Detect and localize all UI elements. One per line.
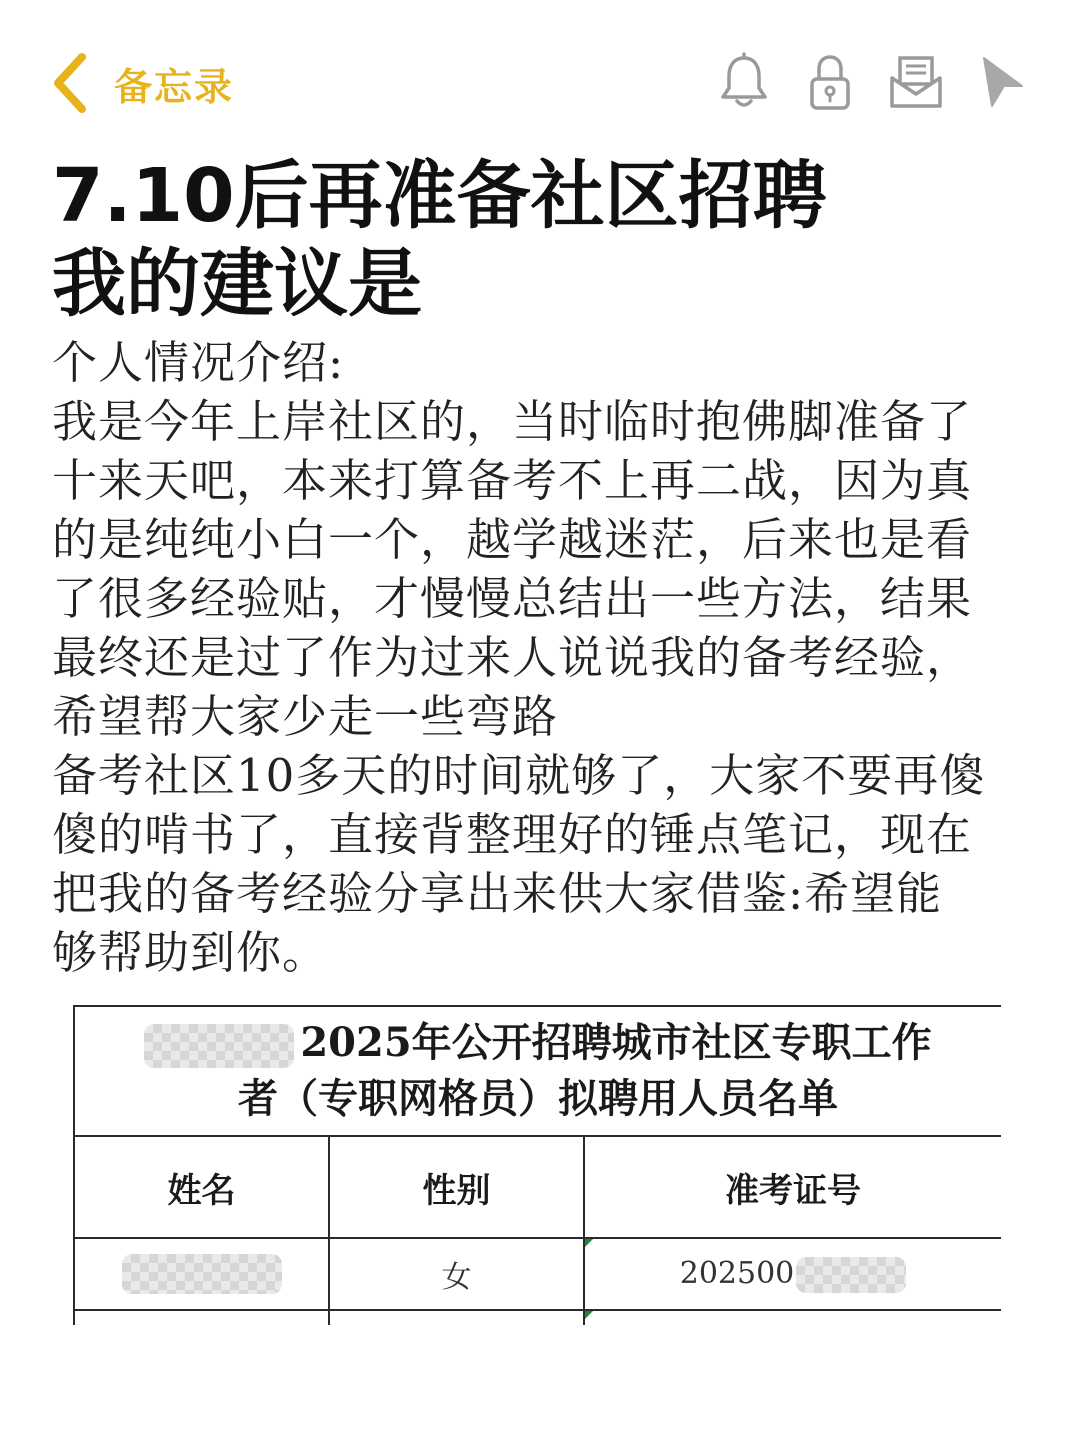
bell-icon — [716, 52, 772, 112]
lock-icon — [802, 52, 858, 112]
back-button[interactable] — [48, 48, 234, 118]
document-caption — [74, 1006, 1001, 1136]
cell-empty — [584, 1310, 1001, 1325]
caption-text-1: 2025年公开招聘城市社区专职工作 — [300, 1019, 932, 1066]
send-arrow-icon — [974, 52, 1030, 112]
body-line: 个人情况介绍: — [52, 336, 345, 389]
lock-button[interactable] — [802, 52, 858, 112]
reminder-button[interactable] — [716, 52, 772, 112]
body-line: 备考社区10多天的时间就够了，大家不要再傻 — [52, 749, 986, 802]
top-nav-bar — [0, 0, 1080, 150]
redacted-exam-id — [796, 1257, 906, 1293]
column-header-name: 姓名 — [74, 1136, 329, 1238]
cell-empty — [74, 1310, 329, 1325]
cell-comment-marker — [585, 1239, 593, 1247]
body-line: 希望帮大家少走一些弯路 — [52, 690, 559, 743]
body-line: 十来天吧，本来打算备考不上再二战，因为真 — [52, 454, 973, 507]
back-label: 备忘录 — [114, 64, 235, 109]
body-line: 我是今年上岸社区的，当时临时抱佛脚准备了 — [52, 395, 973, 448]
body-line: 的是纯纯小白一个，越学越迷茫，后来也是看 — [52, 513, 973, 566]
body-line: 了很多经验贴，才慢慢总结出一些方法，结果 — [52, 572, 973, 625]
redacted-name — [122, 1254, 282, 1294]
body-line: 够帮助到你。 — [52, 926, 329, 979]
body-line: 最终还是过了作为过来人说说我的备考经验， — [52, 631, 973, 684]
table-row — [74, 1238, 1001, 1310]
hiring-list-table — [73, 1005, 1001, 1325]
cell-gender: 女 — [329, 1238, 584, 1310]
caption-line-2: 者（专职网格员）拟聘用人员名单 — [238, 1075, 838, 1122]
toolbar-icons — [686, 52, 1030, 112]
embedded-document-image[interactable] — [73, 1005, 1001, 1325]
table-header-row — [74, 1136, 1001, 1238]
cell-name — [74, 1238, 329, 1310]
column-header-gender: 性别 — [329, 1136, 584, 1238]
caption-line-1 — [75, 1015, 1001, 1071]
chevron-left-icon — [48, 51, 92, 115]
cell-comment-marker — [585, 1311, 593, 1319]
table-row — [74, 1310, 1001, 1325]
body-line: 傻的啃书了，直接背整理好的锤点笔记，现在 — [52, 808, 973, 861]
mail-icon — [888, 52, 944, 112]
cell-exam-id — [584, 1238, 1001, 1310]
note-title — [52, 152, 1032, 328]
mail-button[interactable] — [888, 52, 944, 112]
redacted-region — [144, 1024, 294, 1068]
title-line-2: 我的建议是 — [52, 241, 422, 327]
send-button[interactable] — [974, 52, 1030, 112]
column-header-exam-id: 准考证号 — [584, 1136, 1001, 1238]
title-line-1: 7.10后再准备社区招聘 — [52, 153, 827, 239]
cell-empty — [329, 1310, 584, 1325]
body-line: 把我的备考经验分享出来供大家借鉴:希望能 — [52, 867, 943, 920]
exam-id-prefix: 202500 — [679, 1255, 795, 1291]
note-body[interactable] — [52, 333, 1037, 982]
